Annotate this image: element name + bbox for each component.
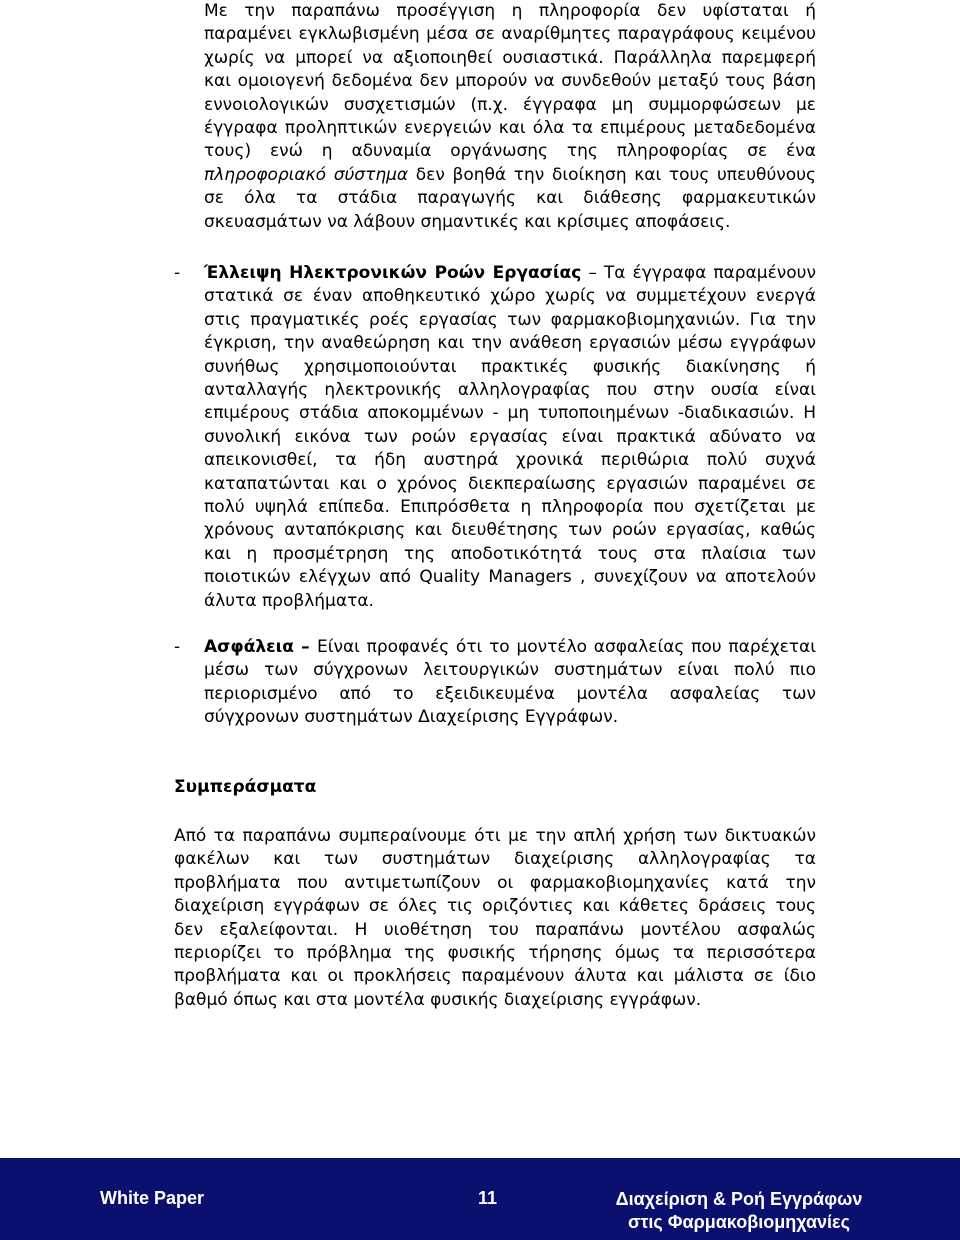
footer-title: [604, 1188, 874, 1234]
bullet-separator: –: [293, 637, 317, 657]
footer-title-line1: Διαχείριση & Ροή Εγγράφων: [615, 1189, 863, 1209]
intro-paragraph-part2: δεν βοηθά την διοίκηση και τους υπευθύνους σε όλα τα στάδια παραγωγής και διάθεσης φαρμακευτικών σκευασμάτων να λάβουν σημαντικές και κρίσιμες αποφάσεις.: [204, 164, 817, 232]
page-footer: [0, 1158, 960, 1240]
bullet-dash: -: [174, 637, 181, 657]
bullet-body: Τα έγγραφα παραμένουν στατικά σε έναν αποθηκευτικό χώρο χωρίς να συμμετέχουν ενεργά στις πραγματικές ροές εργασίας των φαρμακοβιομηχανιών. Για την έγκριση, την αναθεώρηση και την ανάθεση εργασιών μέσω εγγράφων συνήθως χρησιμοποιούνται πρακτικές φυσικής διακίνησης ή ανταλλαγής ηλεκτρονικής αλληλογραφίας που στην ουσία είναι επιμέρους στάδια αποκομμένων - μη τυποποιημένων -διαδικασιών. Η συνολική εικόνα των ροών εργασίας είναι πρακτικά αδύνατο να απεικονισθεί, τα ήδη αυστηρά χρονικά περιθώρια πολύ συχνά καταπατώνται και ο χρόνος διεκπεραίωσης εργασιών παραμένει σε πολύ υψηλά επίπεδα. Επιπρόσθετα η πληροφορία που σχετίζεται με χρόνους ανταπόκρισης και διευθέτησης των ροών εργασίας, καθώς και η προσμέτρηση της αποδοτικότητά τους στα πλαίσια των ποιοτικών ελέγχων από Quality Managers , συνεχίζουν να αποτελούν άλυτα προβλήματα.: [204, 263, 816, 611]
footer-page-number: 11: [478, 1188, 498, 1208]
bullet-title: Έλλειψη Ηλεκτρονικών Ροών Εργασίας: [204, 263, 582, 283]
bullet-dash: -: [174, 263, 181, 283]
conclusions-heading: Συμπεράσματα: [174, 777, 317, 797]
bullet-text: [204, 262, 816, 613]
intro-paragraph-part1: Με την παραπάνω προσέγγιση η πληροφορία δεν υφίσταται ή παραμένει εγκλωβισμένη μέσα σε αναρίθμητες παραγράφους κειμένου χωρίς να μπορεί να αξιοποιηθεί ουσιαστικά. Παράλληλα παρεμφερή και ομοιογενή δεδομένα δεν μπορούν να συνδεθούν μεταξύ τους βάση εννοιολογικών συσχετισμών (π.χ. έγγραφα μη συμμορφώσεων με έγγραφα προληπτικών ενεργειών και όλα τα επιμέρους μεταδεδομένα τους) ενώ η αδυναμία οργάνωσης της πληροφορίας σε ένα: [204, 1, 816, 162]
conclusions-paragraph: Από τα παραπάνω συμπεραίνουμε ότι με την απλή χρήση των δικτυακών φακέλων και των συστημάτων διαχείρισης αλληλογραφίας τα προβλήματα που αντιμετωπίζουν οι φαρμακοβιομηχανίες κατά την διαχείριση εγγράφων σε όλες τις οριζόντιες και κάθετες δράσεις τους δεν εξαλείφονται. Η υιοθέτηση του παραπάνω μοντέλου ασφαλώς περιορίζει το πρόβλημα της φυσικής τήρησης όμως τα περισσότερα προβλήματα και οι προκλήσεις παραμένουν άλυτα και μάλιστα σε ίδιο βαθμό όπως και στα μοντέλα φυσικής διαχείρισης εγγράφων.: [174, 826, 816, 1010]
bullet-text: [204, 636, 816, 730]
intro-paragraph-italic: πληροφοριακό σύστημα: [204, 164, 409, 185]
footer-doc-type: White Paper: [100, 1188, 205, 1208]
bullet-separator: –: [581, 263, 604, 283]
bullet-body: Είναι προφανές ότι το μοντέλο ασφαλείας που παρέχεται μέσω των σύγχρονων λειτουργικών συστημάτων είναι πολύ πιο περιορισμένο από το εξειδικευμένα μοντέλα ασφαλείας των σύγχρονων συστημάτων Διαχείρισης Εγγράφων.: [204, 637, 816, 728]
footer-title-line2: στις Φαρμακοβιομηχανίες: [628, 1212, 850, 1232]
bullet-title: Ασφάλεια: [204, 637, 294, 657]
intro-paragraph: [204, 0, 816, 234]
